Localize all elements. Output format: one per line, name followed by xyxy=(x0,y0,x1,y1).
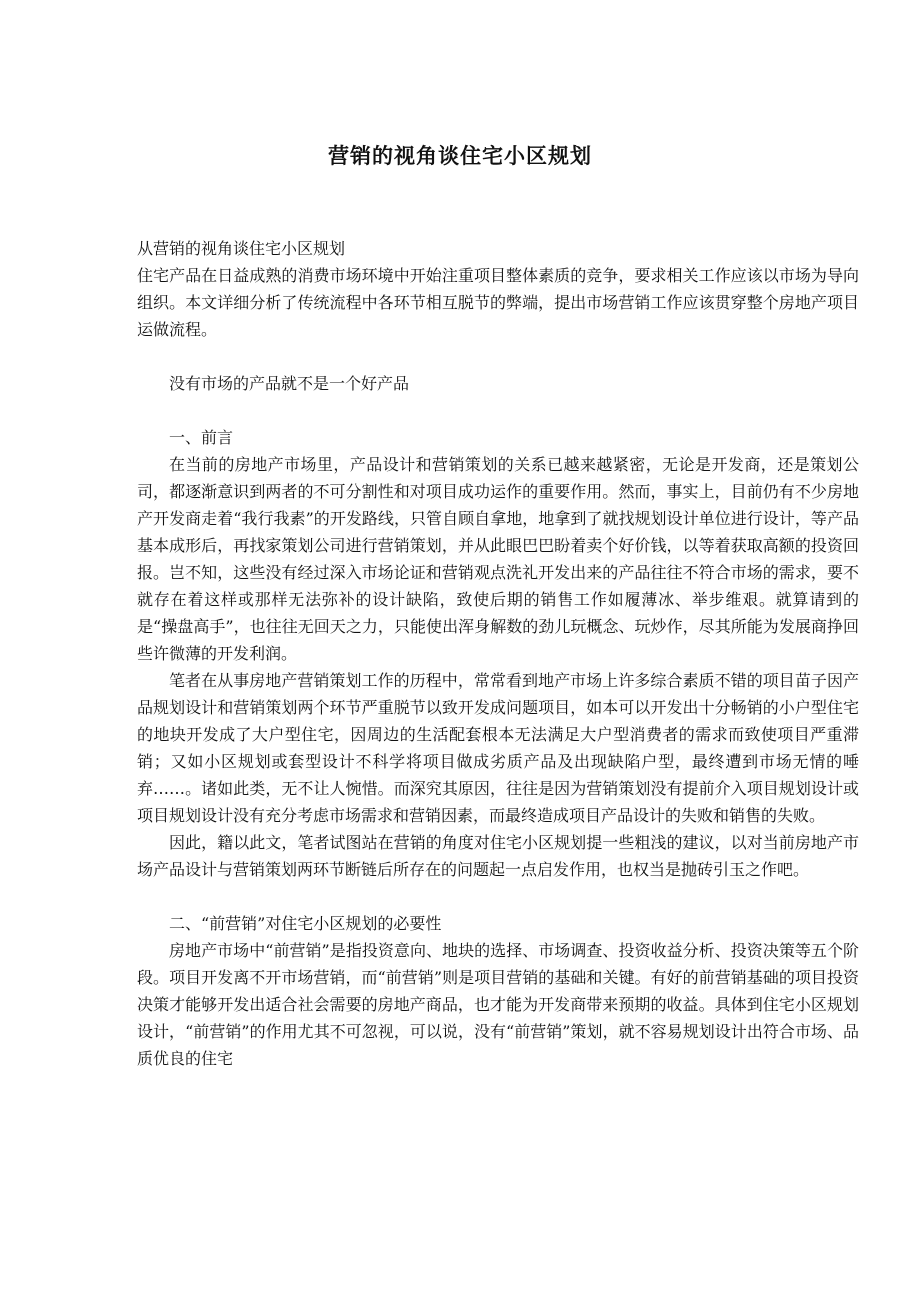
slogan: 没有市场的产品就不是一个好产品 xyxy=(169,374,410,393)
spacer xyxy=(137,397,859,424)
body-paragraph: 房地产市场中“前营销”是指投资意向、地块的选择、市场调查、投资收益分析、投资决策等五个阶段。项目开发离不开市场营销，而“前营销”则是项目营销的基础和关键。有好的前营销基础的项目投资决策才能够开发出适合社会需要的房地产商品，也才能为开发商带来预期的收益。具体到住宅小区规划设计，“前营销”的作用尤其不可忽视，可以说，没有“前营销”策划，就不容易规划设计出符合市场、品质优良的住宅 xyxy=(137,941,859,1068)
spacer xyxy=(137,883,859,910)
document-body xyxy=(137,235,859,1072)
body-paragraph: 在当前的房地产市场里，产品设计和营销策划的关系已越来越紧密，无论是开发商，还是策划公司，都逐渐意识到两者的不可分割性和对项目成功运作的重要作用。然而，事实上，目前仍有不少房地产开发商走着“我行我素”的开发路线，只管自顾自拿地，地拿到了就找规划设计单位进行设计，等产品基本成形后，再找家策划公司进行营销策划，并从此眼巴巴盼着卖个好价钱，以等着获取高额的投资回报。岂不知，这些没有经过深入市场论证和营销观点洗礼开发出来的产品往往不符合市场的需求，要不就存在着这样或那样无法弥补的设计缺陷，致使后期的销售工作如履薄冰、举步维艰。就算请到的是“操盘高手”，也往往无回天之力，只能使出浑身解数的劲儿玩概念、玩炒作，尽其所能为发展商挣回些许微薄的开发利润。 xyxy=(137,455,859,663)
document-title: 营销的视角谈住宅小区规划 xyxy=(328,143,592,168)
body-paragraph: 因此，籍以此文，笔者试图站在营销的角度对住宅小区规划提一些粗浅的建议，以对当前房地产市场产品设计与营销策划两环节断链后所存在的问题起一点启发作用，也权当是抛砖引玉之作吧。 xyxy=(137,833,859,879)
intro-heading: 从营销的视角谈住宅小区规划 xyxy=(137,239,346,258)
section-heading-pre-marketing: 二、“前营销”对住宅小区规划的必要性 xyxy=(169,914,442,933)
abstract-paragraph: 住宅产品在日益成熟的消费市场环境中开始注重项目整体素质的竞争，要求相关工作应该以市场为导向组织。本文详细分析了传统流程中各环节相互脱节的弊端，提出市场营销工作应该贯穿整个房地产项目运做流程。 xyxy=(137,266,859,339)
section-heading-preface: 一、前言 xyxy=(169,428,234,447)
spacer xyxy=(137,343,859,370)
body-paragraph: 笔者在从事房地产营销策划工作的历程中，常常看到地产市场上许多综合素质不错的项目苗子因产品规划设计和营销策划两个环节严重脱节以致开发成问题项目，如本可以开发出十分畅销的小户型住宅的地块开发成了大户型住宅，因周边的生活配套根本无法满足大户型消费者的需求而致使项目严重滞销；又如小区规划或套型设计不科学将项目做成劣质产品及出现缺陷户型，最终遭到市场无情的唾弃……。诸如此类，无不让人惋惜。而深究其原因，往往是因为营销策划没有提前介入项目规划设计或项目规划设计没有充分考虑市场需求和营销因素，而最终造成项目产品设计的失败和销售的失败。 xyxy=(137,671,859,825)
